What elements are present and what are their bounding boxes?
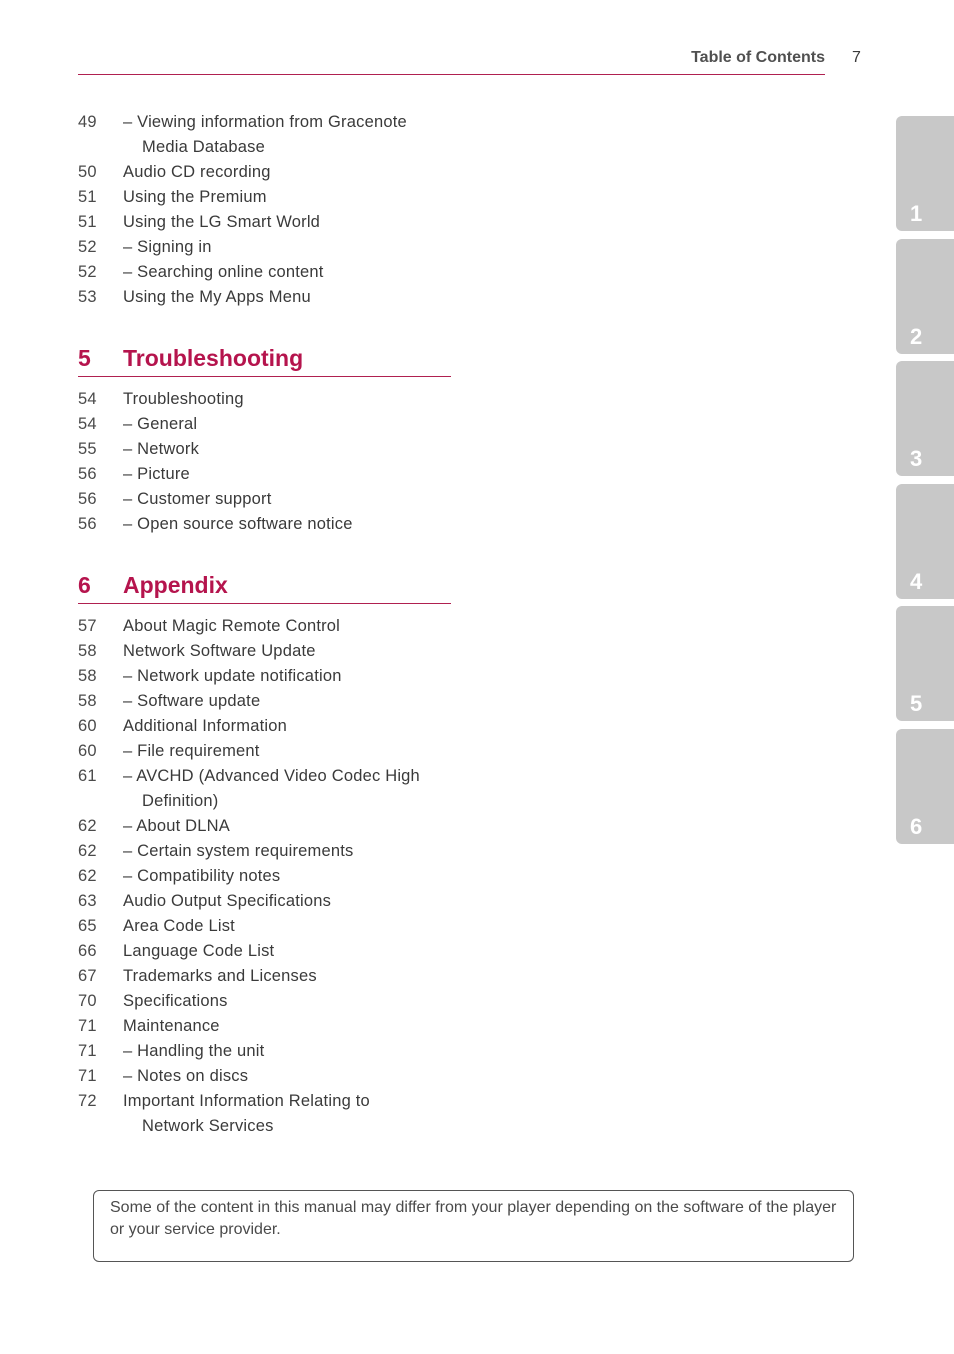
- toc-entry-title: – Handling the unit: [123, 1042, 265, 1060]
- chapter-tab-label: 3: [910, 446, 923, 471]
- section-title: Appendix: [123, 572, 228, 598]
- toc-entry[interactable]: [78, 689, 458, 714]
- toc-entry-title: – Certain system requirements: [123, 842, 354, 860]
- toc-entry[interactable]: [78, 160, 458, 185]
- toc-entry-title: Definition): [142, 792, 219, 810]
- note-box: Some of the content in this manual may differ from your player depending on the software of the player or your service provider.: [93, 1190, 854, 1262]
- toc-entry[interactable]: [78, 739, 458, 764]
- toc-page-number: 62: [78, 817, 97, 835]
- toc-entry[interactable]: [78, 1089, 458, 1114]
- toc-page-number: 71: [78, 1017, 97, 1035]
- toc-page-number: 51: [78, 213, 97, 231]
- toc-entry[interactable]: [78, 814, 458, 839]
- toc-entry[interactable]: [78, 964, 458, 989]
- toc-entry[interactable]: [78, 764, 458, 789]
- toc-entry[interactable]: [78, 260, 458, 285]
- toc-entry-title: Maintenance: [123, 1017, 220, 1035]
- chapter-tab-label: 5: [910, 691, 923, 716]
- toc-entry-title: – Open source software notice: [123, 515, 353, 533]
- toc-page-number: 56: [78, 490, 97, 508]
- toc-page-number: 61: [78, 767, 97, 785]
- toc-entry[interactable]: [78, 939, 458, 964]
- toc-entry[interactable]: [78, 235, 458, 260]
- toc-page-number: 62: [78, 867, 97, 885]
- toc-entry-title: – Picture: [123, 465, 190, 483]
- chapter-tab-5[interactable]: [896, 606, 954, 721]
- header-title: Table of Contents: [691, 49, 825, 66]
- toc-page-number: 58: [78, 692, 97, 710]
- toc-page-number: 52: [78, 263, 97, 281]
- toc-page-number: 57: [78, 617, 97, 635]
- toc-page-number: 72: [78, 1092, 97, 1110]
- toc-entry[interactable]: [78, 639, 458, 664]
- toc-entry-title: – Notes on discs: [123, 1067, 249, 1085]
- toc-page-number: 56: [78, 465, 97, 483]
- page-number: 7: [852, 49, 861, 66]
- toc-page-number: 62: [78, 842, 97, 860]
- toc-page-number: 58: [78, 642, 97, 660]
- toc-entry-title: Using the My Apps Menu: [123, 288, 311, 306]
- toc-entry[interactable]: [78, 210, 458, 235]
- chapter-tab-4[interactable]: [896, 484, 954, 599]
- section-number: 6: [78, 572, 91, 598]
- toc-entry-title: – AVCHD (Advanced Video Codec High: [123, 767, 420, 785]
- toc-page-number: 71: [78, 1042, 97, 1060]
- toc-list-top: [78, 110, 458, 310]
- toc-entry-title: Audio CD recording: [123, 163, 271, 181]
- toc-entry[interactable]: [78, 839, 458, 864]
- toc-page-number: 55: [78, 440, 97, 458]
- toc-entry[interactable]: [78, 1064, 458, 1089]
- chapter-tab-label: 1: [910, 201, 923, 226]
- chapter-tab-3[interactable]: [896, 361, 954, 476]
- toc-entry[interactable]: [78, 664, 458, 689]
- toc-page-number: 50: [78, 163, 97, 181]
- toc-entry-title: About Magic Remote Control: [123, 617, 341, 635]
- toc-entry[interactable]: [78, 1114, 458, 1139]
- toc-page-number: 65: [78, 917, 97, 935]
- section-heading-appendix[interactable]: [78, 571, 451, 604]
- chapter-tab-1[interactable]: [896, 116, 954, 231]
- section-number: 5: [78, 345, 91, 371]
- toc-entry-title: – File requirement: [123, 742, 260, 760]
- toc-page-number: 60: [78, 717, 97, 735]
- toc-entry[interactable]: [78, 889, 458, 914]
- toc-entry[interactable]: [78, 864, 458, 889]
- toc-entry-title: – Compatibility notes: [123, 867, 281, 885]
- header-divider: [78, 74, 825, 75]
- toc-entry-title: – Network: [123, 440, 200, 458]
- chapter-tab-label: 2: [910, 323, 923, 349]
- toc-page-number: 66: [78, 942, 97, 960]
- toc-entry-title: Area Code List: [123, 917, 235, 935]
- toc-entry-title: Additional Information: [123, 717, 287, 735]
- toc-entry-title: Audio Output Specifications: [123, 892, 332, 910]
- toc-page-number: 54: [78, 390, 97, 408]
- toc-page-number: 70: [78, 992, 97, 1010]
- toc-entry[interactable]: [78, 412, 458, 437]
- toc-entry[interactable]: [78, 437, 458, 462]
- toc-entry-title: Media Database: [142, 138, 265, 156]
- toc-entry-title: Trademarks and Licenses: [123, 967, 317, 985]
- toc-entry[interactable]: [78, 135, 458, 160]
- chapter-tab-6[interactable]: [896, 729, 954, 844]
- toc-entry[interactable]: [78, 914, 458, 939]
- toc-entry-title: Using the LG Smart World: [123, 213, 321, 231]
- toc-entry-title: Network Software Update: [123, 642, 316, 660]
- toc-entry[interactable]: [78, 1039, 458, 1064]
- toc-entry-title: – Software update: [123, 692, 261, 710]
- toc-page-number: 58: [78, 667, 97, 685]
- toc-entry-title: Language Code List: [123, 942, 275, 960]
- toc-entry-title: – Customer support: [123, 490, 272, 508]
- toc-entry[interactable]: [78, 614, 458, 639]
- toc-entry-title: Network Services: [142, 1117, 274, 1135]
- toc-page-number: 51: [78, 188, 97, 206]
- toc-entry-title: Using the Premium: [123, 188, 267, 206]
- toc-entry-title: Troubleshooting: [123, 390, 244, 408]
- chapter-tab-label: 6: [910, 813, 923, 839]
- toc-page-number: 60: [78, 742, 97, 760]
- toc-entry[interactable]: [78, 285, 458, 310]
- toc-entry[interactable]: [78, 512, 458, 537]
- toc-page-number: 49: [78, 113, 97, 131]
- toc-entry[interactable]: [78, 110, 458, 135]
- toc-entry[interactable]: [78, 185, 458, 210]
- toc-entry[interactable]: [78, 387, 458, 412]
- toc-page-number: 52: [78, 238, 97, 256]
- toc-entry[interactable]: [78, 1014, 458, 1039]
- toc-entry[interactable]: [78, 462, 458, 487]
- toc-page-number: 71: [78, 1067, 97, 1085]
- toc-entry-title: – General: [123, 415, 198, 433]
- toc-entry-title: Important Information Relating to: [123, 1092, 370, 1110]
- toc-entry-title: – Searching online content: [123, 263, 324, 281]
- section-heading-troubleshooting[interactable]: [78, 344, 451, 377]
- toc-list-troubleshooting: [78, 387, 458, 537]
- toc-page-number: 53: [78, 288, 97, 306]
- toc-entry[interactable]: [78, 989, 458, 1014]
- toc-entry-title: – Viewing information from Gracenote: [123, 113, 407, 131]
- toc-entry-title: – Network update notification: [123, 667, 342, 685]
- toc-page-number: 63: [78, 892, 97, 910]
- toc-list-appendix: [78, 614, 458, 1139]
- toc-entry[interactable]: [78, 487, 458, 512]
- chapter-tab-label: 4: [910, 568, 923, 594]
- toc-page-number: 67: [78, 967, 97, 985]
- toc-entry[interactable]: [78, 789, 458, 814]
- toc-entry-title: – About DLNA: [123, 817, 230, 835]
- section-title: Troubleshooting: [123, 345, 304, 371]
- toc-page-number: 54: [78, 415, 97, 433]
- toc-entry-title: – Signing in: [123, 238, 212, 256]
- toc-entry-title: Specifications: [123, 992, 228, 1010]
- toc-page-number: 56: [78, 515, 97, 533]
- chapter-tab-2[interactable]: [896, 239, 954, 354]
- toc-entry[interactable]: [78, 714, 458, 739]
